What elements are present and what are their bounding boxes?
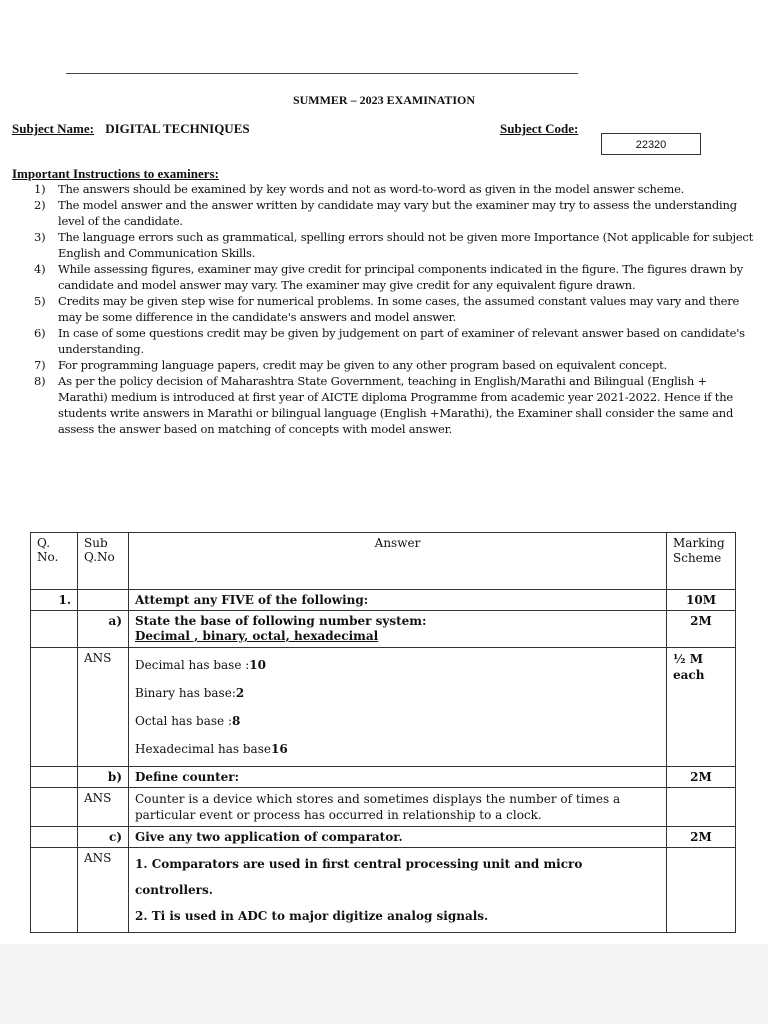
qc-sub: c)	[78, 827, 129, 848]
qa-ans-marks: ½ M each	[667, 648, 736, 767]
qa-answer-line: Hexadecimal has base16	[135, 742, 288, 756]
instruction-item: 7) For programming language papers, credit may be given to any other program based on equivalent concept.	[34, 358, 668, 372]
qc-answer-1: 1. Comparators are used in first central processing unit and micro controllers.	[135, 857, 583, 897]
table-row	[31, 767, 736, 788]
subject-name-row	[12, 121, 250, 137]
qb-question: Define counter:	[129, 767, 667, 788]
qa-ans-label: ANS	[78, 648, 129, 767]
qb-marks: 2M	[667, 767, 736, 788]
table-row	[31, 590, 736, 611]
instruction-item: 1) The answers should be examined by key words and not as word-to-word as given in the model answer scheme.	[34, 182, 685, 196]
instruction-item: 5) Credits may be given step wise for numerical problems. In some cases, the assumed constant values may vary and there may be some difference in the candidate's answers and model answer.	[34, 294, 740, 324]
qc-ans-label: ANS	[78, 848, 129, 933]
qb-answer: Counter is a device which stores and sometimes displays the number of times a particular event or process has occurred in relationship to a clock.	[129, 788, 667, 827]
header-answer: Answer	[129, 533, 667, 590]
qa-marks: 2M	[667, 611, 736, 648]
header-marking: Marking Scheme	[667, 533, 736, 590]
qa-question	[129, 611, 667, 648]
header-subq: Sub Q.No	[78, 533, 129, 590]
qb-sub: b)	[78, 767, 129, 788]
qa-sub: a)	[78, 611, 129, 648]
instruction-item: 6) In case of some questions credit may be given by judgement on part of examiner of relevant answer based on candidate's understanding.	[34, 326, 745, 356]
instruction-item: 8) As per the policy decision of Maharashtra State Government, teaching in English/Marathi and Bilingual (English + Marathi) medium is introduced at first year of AICTE diploma Programme from academic year 2021-2022. Hence if the students write answers in Marathi or bilingual language (English +Marathi), the Examiner shall consider the same and assess the answer based on matching of concepts with model answer.	[34, 374, 734, 436]
top-divider	[66, 73, 578, 74]
table-row	[31, 611, 736, 648]
exam-title: SUMMER – 2023 EXAMINATION	[292, 93, 476, 107]
table-header-row	[31, 533, 736, 590]
qc-answer-2: 2. Ti is used in ADC to major digitize analog signals.	[135, 909, 489, 923]
subject-code-label: Subject Code:	[500, 121, 579, 136]
qa-answer-line: Decimal has base :10	[135, 658, 266, 672]
instruction-item: 2) The model answer and the answer written by candidate may vary but the examiner may try to assess the understanding level of the candidate.	[34, 198, 737, 228]
instructions-heading: Important Instructions to examiners:	[12, 166, 219, 181]
table-row	[31, 827, 736, 848]
instruction-item: 4) While assessing figures, examiner may give credit for principal components indicated in the figure. The figures drawn by candidate and model answer may vary. The examiner may give credit for any equivalent figure drawn.	[34, 262, 743, 292]
qc-answers	[129, 848, 667, 933]
table-row	[31, 848, 736, 933]
subject-code-box: 22320	[601, 133, 701, 155]
table-row	[31, 788, 736, 827]
answer-table	[30, 532, 736, 933]
qc-question: Give any two application of comparator.	[129, 827, 667, 848]
qb-ans-label: ANS	[78, 788, 129, 827]
subject-name-label: Subject Name:	[12, 121, 94, 136]
instructions-list	[12, 181, 758, 437]
q1-text: Attempt any FIVE of the following:	[129, 590, 667, 611]
qa-answer-line: Octal has base :8	[135, 714, 241, 728]
instruction-item: 3) The language errors such as grammatical, spelling errors should not be given more Importance (Not applicable for subject English and Communication Skills.	[34, 230, 754, 260]
q1-number: 1.	[31, 590, 78, 611]
table-row	[31, 648, 736, 767]
subject-name-value: DIGITAL TECHNIQUES	[105, 121, 250, 136]
qa-answers	[129, 648, 667, 767]
q1-marks: 10M	[667, 590, 736, 611]
header-qno: Q. No.	[31, 533, 78, 590]
qa-question-line2: Decimal , binary, octal, hexadecimal	[135, 629, 379, 643]
qa-question-line1: State the base of following number system:	[135, 614, 427, 628]
qc-marks: 2M	[667, 827, 736, 848]
qa-answer-line: Binary has base:2	[135, 686, 245, 700]
